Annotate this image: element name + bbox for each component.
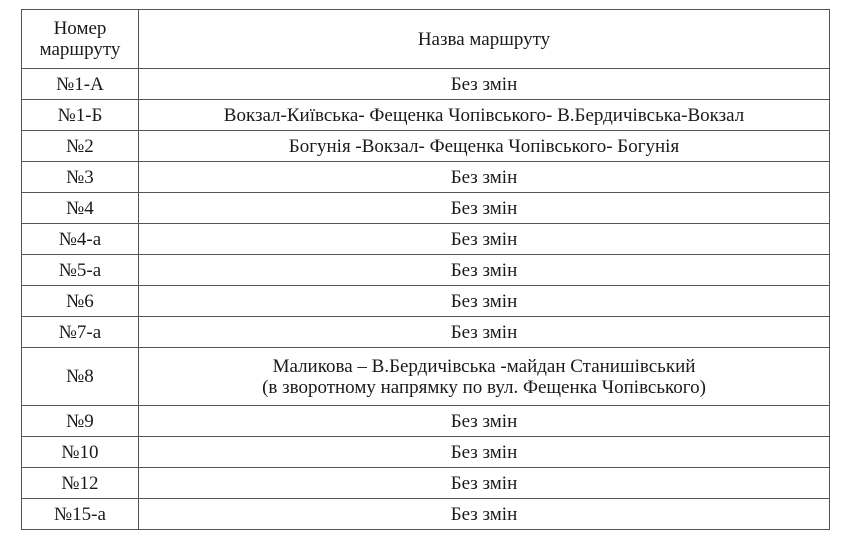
table-row bbox=[22, 437, 830, 468]
route-number-cell: №5-а bbox=[22, 255, 139, 286]
route-name-cell: Без змін bbox=[139, 499, 830, 530]
table-row bbox=[22, 348, 830, 406]
route-name-cell: Без змін bbox=[139, 193, 830, 224]
route-number-cell: №9 bbox=[22, 406, 139, 437]
route-name-cell: Без змін bbox=[139, 224, 830, 255]
routes-table bbox=[21, 9, 830, 530]
route-name-cell: Без змін bbox=[139, 437, 830, 468]
route-name-cell: Без змін bbox=[139, 162, 830, 193]
route-name-cell: Без змін bbox=[139, 317, 830, 348]
route-name-cell: Без змін bbox=[139, 468, 830, 499]
route-number-cell: №12 bbox=[22, 468, 139, 499]
table-header-row bbox=[22, 10, 830, 69]
table-row bbox=[22, 255, 830, 286]
table-row bbox=[22, 69, 830, 100]
route-number-cell: №2 bbox=[22, 131, 139, 162]
header-route-number-line1: Номер bbox=[53, 18, 107, 39]
table-row bbox=[22, 193, 830, 224]
table-row bbox=[22, 100, 830, 131]
table-row bbox=[22, 499, 830, 530]
route-number-cell: №4 bbox=[22, 193, 139, 224]
route-name-cell: Без змін bbox=[139, 406, 830, 437]
table-row bbox=[22, 468, 830, 499]
table-row bbox=[22, 286, 830, 317]
route-number-cell: №15-а bbox=[22, 499, 139, 530]
route-number-cell: №7-а bbox=[22, 317, 139, 348]
route-name-cell: Вокзал-Київська- Фещенка Чопівського- В.Бердичівська-Вокзал bbox=[139, 100, 830, 131]
route-name-cell: Без змін bbox=[139, 69, 830, 100]
route-number-cell: №4-а bbox=[22, 224, 139, 255]
route-number-cell: №3 bbox=[22, 162, 139, 193]
route-number-cell: №1-Б bbox=[22, 100, 139, 131]
table-row bbox=[22, 406, 830, 437]
route-name-cell bbox=[139, 348, 830, 406]
route-name-cell: Богунія -Вокзал- Фещенка Чопівського- Богунія bbox=[139, 131, 830, 162]
table-row bbox=[22, 317, 830, 348]
header-route-number-line2: маршруту bbox=[39, 39, 121, 60]
route-number-cell: №6 bbox=[22, 286, 139, 317]
header-route-name: Назва маршруту bbox=[139, 10, 830, 69]
header-route-number bbox=[22, 10, 139, 69]
route-name-line2: (в зворотному напрямку по вул. Фещенка Чопівського) bbox=[262, 376, 706, 398]
route-number-cell: №8 bbox=[22, 348, 139, 406]
table-row bbox=[22, 162, 830, 193]
route-name-cell: Без змін bbox=[139, 286, 830, 317]
route-number-cell: №10 bbox=[22, 437, 139, 468]
route-name-line1: Маликова – В.Бердичівська -майдан Станишівський bbox=[272, 355, 696, 377]
route-number-cell: №1-А bbox=[22, 69, 139, 100]
table-row bbox=[22, 224, 830, 255]
route-name-cell: Без змін bbox=[139, 255, 830, 286]
table-row bbox=[22, 131, 830, 162]
